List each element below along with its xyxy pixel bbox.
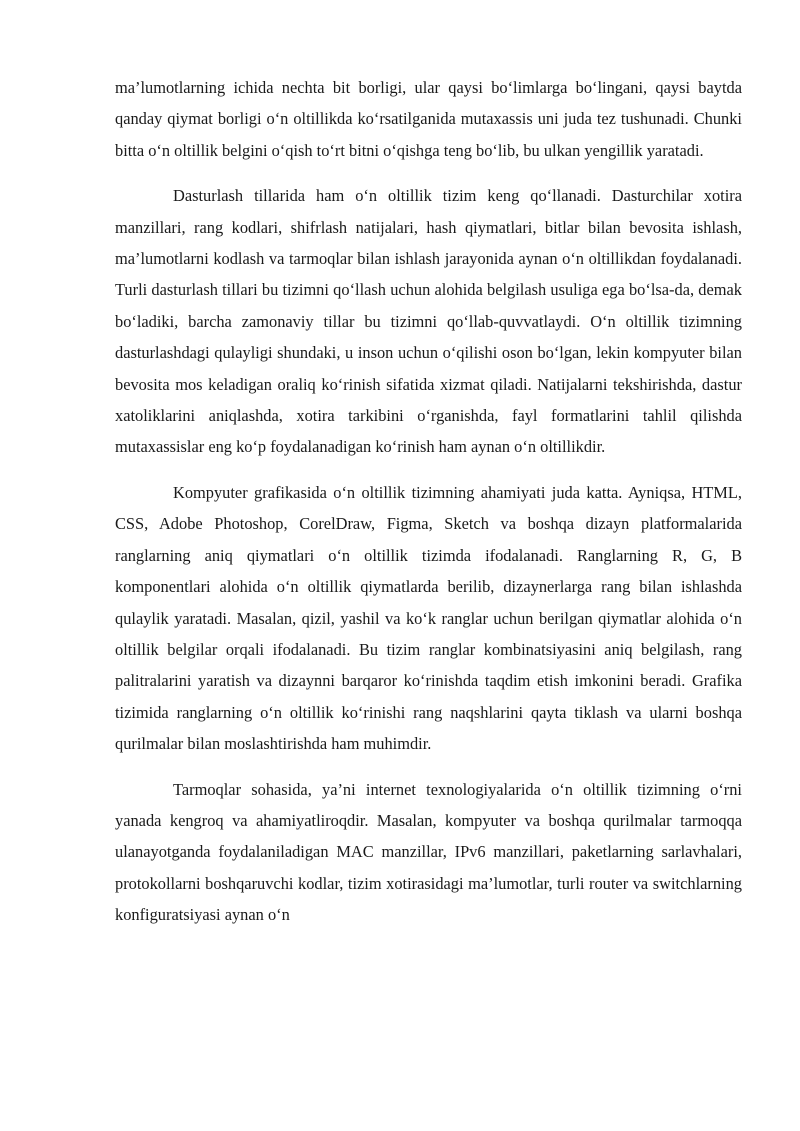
paragraph-graphics: Kompyuter grafikasida o‘n oltillik tizimning ahamiyati juda katta. Ayniqsa, HTML, CSS, Adobe Photoshop, CorelDraw, Figma, Sketch va boshqa dizayn platformalarida ranglarning aniq qiymatlari o‘n oltillik tizimda ifodalanadi. Ranglarning R, G, B komponentlari alohida o‘n oltillik qiymatlarda berilib, dizaynerlarga rang bilan ishlashda qulaylik yaratadi. Masalan, qizil, yashil va ko‘k ranglar uchun berilgan qiymatlar alohida o‘n oltillik belgilar orqali ifodalanadi. Bu tizim ranglar kombinatsiyasini aniq belgilash, rang palitralarini yaratish va dizaynni barqaror ko‘rinishda taqdim etish imkonini beradi. Grafika tizimida ranglarning o‘n oltillik ko‘rinishi rang naqshlarini qayta tiklash va ularni boshqa qurilmalar bilan moslashtirishda ham muhimdir. [115,482,742,754]
paragraph-networks: Tarmoqlar sohasida, ya’ni internet texnologiyalarida o‘n oltillik tizimning o‘rni yanada kengroq va ahamiyatliroqdir. Masalan, kompyuter va boshqa qurilmalar tarmoqqa ulanayotganda foydalaniladigan MAC manzillar, IPv6 manzillari, paketlarning sarlavhalari, protokollarni boshqaruvchi kodlar, tizim xotirasidagi ma’lumotlar, turli router va switchlarning konfiguratsiyasi aynan o‘n [115,779,742,925]
paragraph-programming: Dasturlash tillarida ham o‘n oltillik tizim keng qo‘llanadi. Dasturchilar xotira manzillari, rang kodlari, shifrlash natijalari, hash qiymatlari, bitlar bilan bevosita ishlash, ma’lumotlarni kodlash va tarmoqlar bilan ishlash jarayonida aynan o‘n oltillikdan foydalanadi. Turli dasturlash tillari bu tizimni qo‘llash uchun alohida belgilash usuliga ega bo‘lsa-da, demak bo‘ladiki, barcha zamonaviy tillar bu tizimni qo‘llab-quvvatlaydi. O‘n oltillik tizimning dasturlashdagi qulayligi shundaki, u inson uchun o‘qilishi oson bo‘lgan, lekin kompyuter bilan bevosita mos keladigan oraliq ko‘rinish sifatida xizmat qiladi. Natijalarni tekshirishda, dastur xatoliklarini aniqlashda, xotira tarkibini o‘rganishda, fayl formatlarini tahlil qilishda mutaxassislar eng ko‘p foydalanadigan ko‘rinish ham aynan o‘n oltillikdir. [115,186,742,457]
body-text [115,72,742,931]
paragraph-continued: ma’lumotlarning ichida nechta bit borligi, ular qaysi bo‘limlarga bo‘lingani, qaysi baytda qanday qiymat borligi o‘n oltillikda ko‘rsatilganida mutaxassis uni juda tez tushunadi. Chunki bitta o‘n oltillik belgini o‘qish to‘rt bitni o‘qishga teng bo‘lib, bu ulkan yengillik yaratadi. [115,78,742,160]
